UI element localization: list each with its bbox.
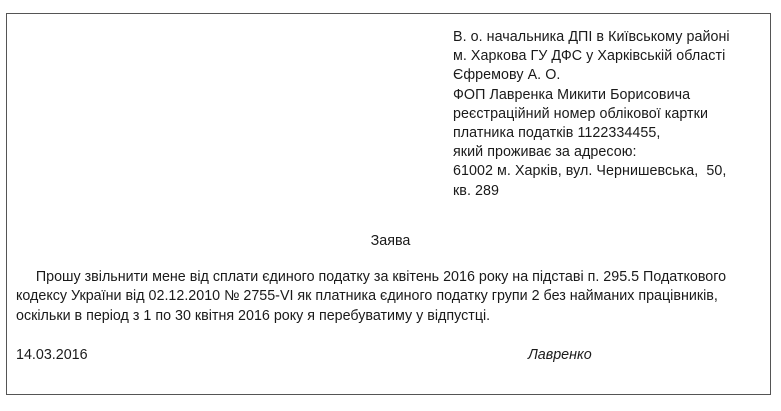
addressee-line: який проживає за адресою: xyxy=(453,144,637,161)
addressee-line: Єфремову А. О. xyxy=(453,67,561,84)
addressee-line: ФОП Лавренка Микити Борисовича xyxy=(453,86,691,103)
body-line: кодексу України від 02.12.2010 № 2755-VI як платника єдиного податку групи 2 без найманих працівників, xyxy=(16,288,718,305)
addressee-line: м. Харкова ГУ ДФС у Харківській області xyxy=(453,48,726,65)
addressee-line: реєстраційний номер облікової картки xyxy=(453,105,708,122)
addressee-line: платника податків 1122334455, xyxy=(453,125,661,142)
addressee-line: В. о. начальника ДПІ в Київському районі xyxy=(453,29,730,45)
addressee-block xyxy=(453,28,730,201)
signature: Лавренко xyxy=(528,347,592,363)
document-body xyxy=(16,268,760,326)
document-title: Заява xyxy=(370,233,411,249)
document-date: 14.03.2016 xyxy=(16,347,88,363)
body-line: оскільки в період з 1 по 30 квітня 2016 року я перебуватиму у відпустці. xyxy=(16,307,491,324)
addressee-line: 61002 м. Харків, вул. Чернишевська, 50, xyxy=(453,163,727,180)
body-line: Прошу звільнити мене від сплати єдиного податку за квітень 2016 року на підставі п. 295.5 Податкового xyxy=(16,269,727,285)
addressee-line: кв. 289 xyxy=(453,182,499,199)
